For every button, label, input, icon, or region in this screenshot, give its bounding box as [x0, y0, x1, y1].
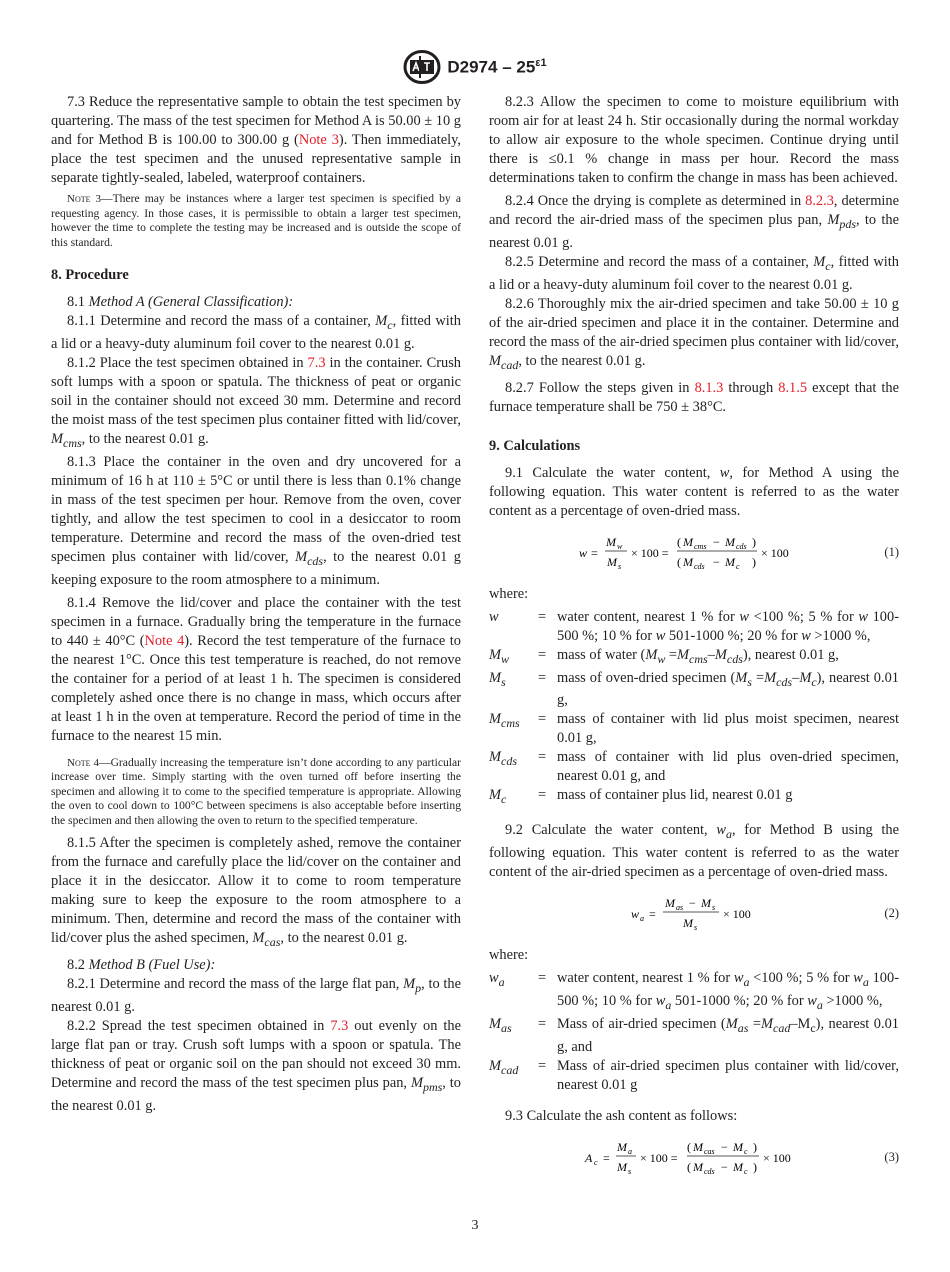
- svg-text:=: =: [603, 1150, 610, 1165]
- svg-text:w: w: [617, 541, 623, 551]
- svg-text:M: M: [665, 896, 675, 911]
- paragraph-9-3: 9.3 Calculate the ash content as follows:: [505, 1107, 738, 1124]
- svg-text:s: s: [712, 903, 716, 913]
- definition-row: $M_{cds}$ = mass of container with lid plus oven-dried specimen, nearest 0.01 g, and: [489, 749, 899, 785]
- svg-text:A: A: [585, 1150, 593, 1165]
- section-8-2-3-link[interactable]: 8.2.3: [805, 193, 834, 209]
- svg-text:cas: cas: [704, 1146, 715, 1156]
- svg-text:× 100: × 100: [723, 907, 751, 922]
- equation-3: [489, 1134, 899, 1180]
- svg-text:M: M: [693, 1159, 703, 1174]
- svg-text:M: M: [693, 1139, 703, 1154]
- page-header: [0, 50, 950, 84]
- svg-text:M: M: [701, 896, 711, 911]
- paragraph-8-2-1: 8.2.1 Determine and record the mass of the large flat pan, $M_p$, to the nearest 0.01 g.: [51, 976, 461, 1015]
- definition-row: $M_c$ = mass of container plus lid, nearest 0.01 g: [489, 787, 793, 807]
- section-8-title: 8. Procedure: [51, 267, 129, 283]
- equation-2-formula: [499, 890, 879, 936]
- definition-row: $M_w$ = mass of water $(M_w =M_{cms}-M_{cds})$, nearest 0.01 g,: [489, 646, 839, 666]
- section-8-1-5-link[interactable]: 8.1.5: [778, 379, 808, 396]
- paragraph-8-2-6: 8.2.6 Thoroughly mix the air-dried specimen and take 50.00 ± 10 g of the air-dried specimen and place it in the container. Determine and record the mass of the air-dried specimen plus container with lid/cover, $M_{cad}$, to the nearest 0.01 g.: [489, 295, 899, 372]
- svg-text:(: (: [677, 534, 681, 549]
- definition-row: $w_a$ = water content, nearest 1 % for $w_a <100$ %; 5 % for $w_a$ 100-500 %; 10 % for $w_a$ 501-1000 %; 20 % for $w_a >1000$ %,: [489, 970, 899, 1012]
- svg-text:s: s: [618, 561, 622, 571]
- section-7-3-link[interactable]: 7.3: [307, 354, 326, 371]
- definitions-table-2: [489, 969, 899, 1095]
- equation-3-number: (3): [884, 1149, 899, 1164]
- paragraph-8-2-7: 8.2.7 Follow the steps given in 8.1.3 through 8.1.5 except that the furnace temperature shall be 750 ± 38°C.: [489, 379, 899, 415]
- paragraph-8-2: 8.2 Method B (Fuel Use):: [67, 957, 216, 973]
- svg-text:M: M: [683, 554, 693, 569]
- svg-text:× 100: × 100: [763, 1150, 791, 1165]
- section-7-3-link-2[interactable]: 7.3: [330, 1017, 349, 1034]
- svg-text:cds: cds: [694, 561, 705, 571]
- svg-text:M: M: [607, 554, 617, 569]
- definition-row: $M_{cad}$ = Mass of air-dried specimen plus container with lid/cover, nearest 0.01 g: [489, 1057, 899, 1093]
- note-4-link[interactable]: Note 4: [144, 632, 185, 649]
- svg-text:−: −: [713, 554, 720, 569]
- svg-text:M: M: [606, 534, 616, 549]
- paragraph-9-2: 9.2 Calculate the water content, $w_a$, for Method B using the following equation. This water content is referred to as the water content of the air-dried specimen as a percentage of oven-dried mass.: [489, 822, 900, 881]
- svg-text:c: c: [594, 1157, 598, 1167]
- paragraph-8-1-3: 8.1.3 Place the container in the oven and dry uncovered for a minimum of 16 h at 110 ± 5°C or until there is less than 0.1% change in mass of the test specimen per hour. Remove from the oven, cover tightly, and allow the test specimen to cool in a desiccator to room temperature. Determine and record the mass of the oven-dried test specimen plus container with lid/cover, $M_{cds}$, to the nearest 0.01 g keeping exposure to the room atmosphere to a minimum.: [51, 453, 461, 588]
- svg-text:−: −: [721, 1139, 728, 1154]
- svg-text:× 100 =: × 100 =: [640, 1150, 678, 1165]
- svg-text:cms: cms: [694, 541, 707, 551]
- paragraph-7-3: 7.3 Reduce the representative sample to obtain the test specimen by quartering. The mass of the test specimen for Method A is 50.00 ± 10 g and for Method B is 100.00 to 300.00 g (Note 3). Then immediately, place the test specimen and the unused representative sample in separate tightly-sealed, labeled, waterproof containers.: [51, 94, 461, 186]
- svg-text:M: M: [683, 916, 693, 931]
- where-label-2: where:: [489, 947, 529, 964]
- svg-text:−: −: [689, 896, 696, 911]
- definition-row: w = water content, nearest 1 % for w <100 %; 5 % for w 100-500 %; 10 % for w 501-1000 %; 20 % for w >1000 %,: [489, 608, 899, 644]
- svg-text:=: =: [591, 545, 598, 560]
- svg-text:(: (: [687, 1139, 691, 1154]
- svg-text:a: a: [640, 914, 644, 924]
- svg-text:M: M: [617, 1139, 627, 1154]
- paragraph-8-2-4: 8.2.4 Once the drying is complete as determined in 8.2.3, determine and record the air-dried mass of the specimen plus pan, $M_{pds}$, to the nearest 0.01 g.: [489, 193, 899, 251]
- svg-text:cds: cds: [704, 1166, 715, 1176]
- svg-text:a: a: [628, 1146, 632, 1156]
- section-8-1-3-link[interactable]: 8.1.3: [694, 379, 724, 396]
- svg-text:M: M: [617, 1159, 627, 1174]
- svg-text:w: w: [631, 907, 640, 922]
- definition-row: $M_s$ = mass of oven-dried specimen $(M_s =M_{cds}-M_c)$, nearest 0.01 g,: [489, 669, 899, 709]
- paragraph-8-2-5: 8.2.5 Determine and record the mass of a container, $M_c$, fitted with a lid or a heavy-duty aluminum foil cover to the nearest 0.01 g.: [489, 253, 899, 293]
- svg-text:w: w: [579, 545, 588, 560]
- svg-text:(: (: [677, 554, 681, 569]
- svg-text:−: −: [713, 534, 720, 549]
- svg-text:M: M: [683, 534, 693, 549]
- paragraph-8-1-4: 8.1.4 Remove the lid/cover and place the container with the test specimen in a furnace. Gradually bring the temperature in the furnace to 440 ± 40°C (Note 4). Record the test temperature of the furnace to the nearest 1°C. Once this test temperature is reached, do not remove the container for a period of at least 1 h. The specimen is considered completely ashed once there is no change in mass, which occurs after at least 1 h in the oven at temperature. Record the period of time in the furnace to the nearest 15 min.: [51, 594, 461, 744]
- svg-text:): ): [753, 1159, 757, 1174]
- svg-text:× 100 =: × 100 =: [631, 545, 669, 560]
- svg-text:M: M: [725, 534, 735, 549]
- equation-3-formula: [499, 1134, 879, 1180]
- svg-text:M: M: [733, 1159, 743, 1174]
- paragraph-8-2-2: 8.2.2 Spread the test specimen obtained in 7.3 out evenly on the large flat pan or tray. Crush soft lumps with a spoon or spatula. The thickness of peat or organic soil on the pan should not exceed 30 mm. Determine and record the mass of the test specimen plus pan, $M_{pms}$, to the nearest 0.01 g.: [51, 1017, 461, 1114]
- svg-text:): ): [753, 1139, 757, 1154]
- right-column: [489, 93, 899, 1188]
- equation-1-formula: [499, 529, 879, 575]
- svg-text:M: M: [733, 1139, 743, 1154]
- svg-text:c: c: [744, 1166, 748, 1176]
- svg-text:(: (: [687, 1159, 691, 1174]
- svg-text:as: as: [676, 903, 684, 913]
- where-label-1: where:: [489, 585, 529, 602]
- equation-1-number: (1): [884, 544, 899, 559]
- equation-2: [489, 890, 899, 936]
- definition-row: $M_{as}$ = Mass of air-dried specimen $(M_{as} =M_{cad}-M_c)$, nearest 0.01 g, and: [489, 1015, 899, 1055]
- definition-row: $M_{cms}$ = mass of container with lid plus moist specimen, nearest 0.01 g,: [489, 711, 899, 747]
- designation: $D2974 - 25^{\varepsilon 1}$: [447, 56, 547, 77]
- definitions-table-1: [489, 608, 899, 810]
- equation-2-number: (2): [884, 906, 899, 921]
- svg-text:cds: cds: [736, 541, 747, 551]
- paragraph-8-1-2: 8.1.2 Place the test specimen obtained in 7.3 in the container. Crush soft lumps with a spoon or spatula. The thickness of peat or organic soil in the container should not exceed 30 mm. Determine and record the moist mass of the test specimen plus container fitted with lid/cover, $M_{cms}$, to the nearest 0.01 g.: [51, 354, 461, 450]
- svg-text:): ): [752, 554, 756, 569]
- svg-text:s: s: [694, 923, 698, 933]
- astm-logo-icon: [403, 50, 441, 84]
- left-column: [51, 93, 461, 1116]
- svg-text:c: c: [744, 1146, 748, 1156]
- note-4: Note 4—Gradually increasing the temperature isn’t done according to any particular increase over time. Simply starting with the oven turned off before inserting the specimen and allowing it to come to the specified temperature is appropriate. Allowing the oven to cool down to 100°C between specimens is also acceptable before inserting the specimen and then allowing the oven to return to the specified temperature.: [51, 755, 461, 827]
- page-number: 3: [471, 1218, 479, 1233]
- svg-text:M: M: [725, 554, 735, 569]
- paragraph-8-1: 8.1 Method A (General Classification):: [67, 294, 294, 310]
- paragraph-9-1: 9.1 Calculate the water content, w, for Method A using the following equation. This water content is referred to as the water content as a percentage of oven-dried mass.: [489, 464, 899, 519]
- paragraph-8-1-1: 8.1.1 Determine and record the mass of a container, $M_c$, fitted with a lid or a heavy-duty aluminum foil cover to the nearest 0.01 g.: [51, 313, 461, 352]
- note-3: Note 3—There may be instances where a larger test specimen is specified by a requesting agency. In those cases, it is permissible to obtain a larger test specimen, however the time to complete the testing may be increased and is outside the scope of this standard.: [51, 192, 461, 249]
- equation-1: [489, 529, 899, 575]
- svg-text:c: c: [736, 561, 740, 571]
- svg-text:× 100: × 100: [761, 545, 789, 560]
- section-9-title: 9. Calculations: [489, 437, 581, 454]
- svg-text:=: =: [649, 907, 656, 922]
- note-3-link[interactable]: Note 3: [298, 132, 339, 148]
- svg-text:s: s: [628, 1166, 632, 1176]
- svg-text:): ): [752, 534, 756, 549]
- paragraph-8-1-5: 8.1.5 After the specimen is completely ashed, remove the container from the furnace and carefully place the lid/cover on the container and place it in the desiccator. Allow it to come to room temperature making sure to keep the exposure to the room atmosphere to a minimum. Then, determine and record the mass of the container with lid/cover plus the ashed specimen, $M_{cas}$, to the nearest 0.01 g.: [51, 835, 461, 949]
- paragraph-8-2-3: 8.2.3 Allow the specimen to come to moisture equilibrium with room air for at least 24 h. Stir occasionally during the normal workday to allow air exposure to the whole specimen. Continue drying until there is ≤0.1 % change in mass per hour. Record the mass determinations taken to confirm the change in mass has been achieved.: [489, 94, 899, 186]
- svg-text:−: −: [721, 1159, 728, 1174]
